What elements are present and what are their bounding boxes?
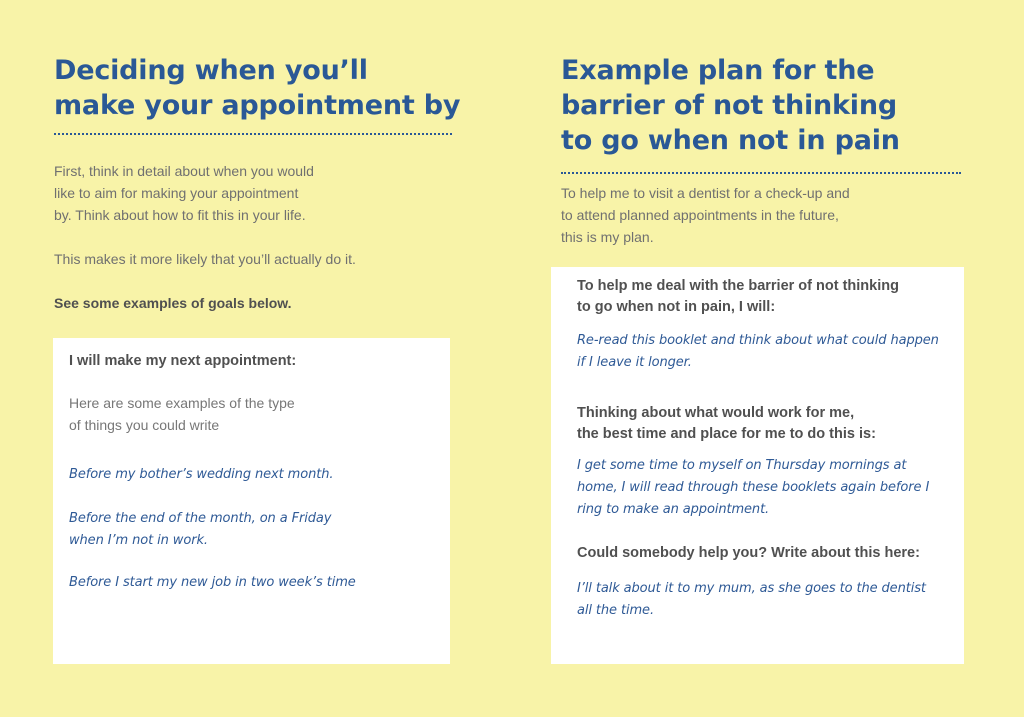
goal-example-3 xyxy=(69,572,356,594)
plan-answer-3-line-1: I’ll talk about it to my mum, as she goes to the dentist xyxy=(577,581,926,596)
left-intro-line-1: First, think in detail about when you would xyxy=(54,163,314,179)
right-heading-line-3: to go when not in pain xyxy=(561,125,900,156)
plan-answer-1-line-2: if I leave it longer. xyxy=(577,355,692,370)
left-intro-line-2: like to aim for making your appointment xyxy=(54,185,299,201)
goal-example-2-line-2: when I’m not in work. xyxy=(69,533,208,548)
goal-example-2 xyxy=(69,508,331,552)
left-intro-line-4: This makes it more likely that you’ll actually do it. xyxy=(54,251,356,267)
plan-question-1-line-2: to go when not in pain, I will: xyxy=(577,299,776,315)
example-plan-card xyxy=(551,267,964,664)
plan-question-3 xyxy=(577,543,920,564)
plan-answer-3-line-2: all the time. xyxy=(577,603,654,618)
plan-answer-2-line-3: ring to make an appointment. xyxy=(577,502,770,517)
goal-example-1 xyxy=(69,464,333,486)
left-intro xyxy=(54,160,356,314)
right-intro xyxy=(561,182,850,248)
card-hint-line-1: Here are some examples of the type xyxy=(69,395,295,411)
plan-answer-2 xyxy=(577,455,929,521)
plan-answer-1 xyxy=(577,330,939,374)
appointment-goal-card xyxy=(53,338,450,664)
left-intro-line-3: by. Think about how to fit this in your life. xyxy=(54,207,306,223)
left-heading xyxy=(54,53,460,123)
right-dotted-divider xyxy=(561,172,961,174)
left-dotted-divider xyxy=(54,133,452,135)
plan-answer-1-line-1: Re-read this booklet and think about what could happen xyxy=(577,333,939,348)
right-heading-line-2: barrier of not thinking xyxy=(561,90,897,121)
plan-question-1 xyxy=(577,276,899,318)
left-heading-line-2: make your appointment by xyxy=(54,90,461,121)
right-intro-line-1: To help me to visit a dentist for a check-up and xyxy=(561,185,850,201)
goal-example-2-line-1: Before the end of the month, on a Friday xyxy=(69,511,332,526)
right-intro-line-3: this is my plan. xyxy=(561,229,654,245)
plan-question-1-line-1: To help me deal with the barrier of not thinking xyxy=(577,278,899,294)
left-heading-line-1: Deciding when you’ll xyxy=(54,55,368,86)
plan-answer-2-line-1: I get some time to myself on Thursday mornings at xyxy=(577,458,907,473)
plan-answer-2-line-2: home, I will read through these booklets again before I xyxy=(577,480,930,495)
goal-example-3-line-1: Before I start my new job in two week’s time xyxy=(69,575,356,590)
plan-question-3-line-1: Could somebody help you? Write about this here: xyxy=(577,545,920,561)
examples-note: See some examples of goals below. xyxy=(54,295,292,311)
right-heading-line-1: Example plan for the xyxy=(561,55,875,86)
plan-question-2 xyxy=(577,403,876,445)
plan-question-2-line-1: Thinking about what would work for me, xyxy=(577,405,855,421)
card-hint-line-2: of things you could write xyxy=(69,417,220,433)
right-heading xyxy=(561,53,900,158)
plan-answer-3 xyxy=(577,578,926,622)
goal-example-1-line-1: Before my bother’s wedding next month. xyxy=(69,467,334,482)
card-hint xyxy=(69,392,295,436)
card-question: I will make my next appointment: xyxy=(69,353,297,369)
right-intro-line-2: to attend planned appointments in the future, xyxy=(561,207,839,223)
plan-question-2-line-2: the best time and place for me to do this is: xyxy=(577,426,876,442)
